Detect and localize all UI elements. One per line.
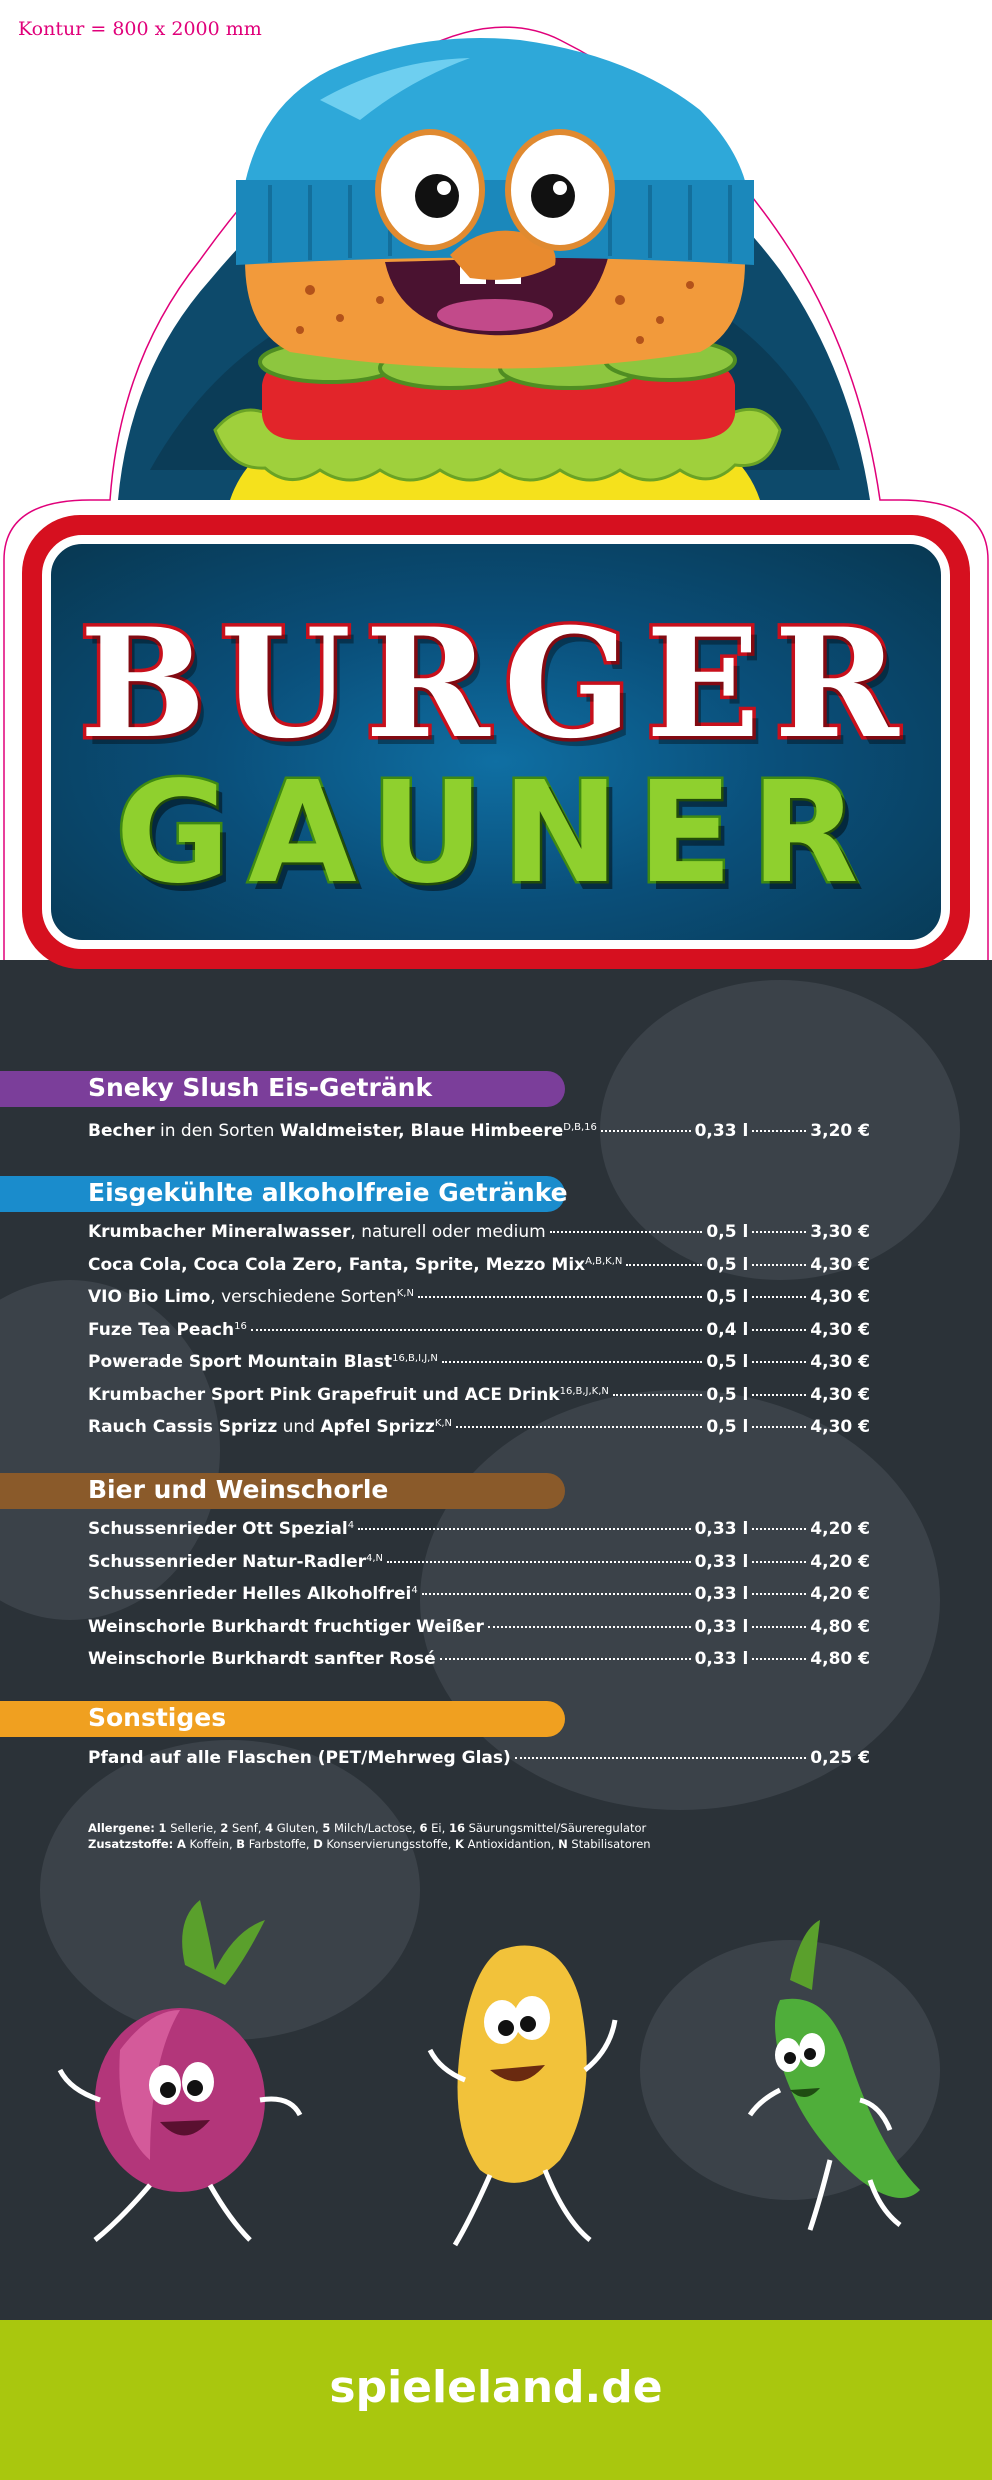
section-title: Sneky Slush Eis-Getränk — [88, 1073, 433, 1102]
menu-item-row — [88, 1519, 870, 1552]
section-title: Bier und Weinschorle — [88, 1475, 389, 1504]
characters-illustration — [0, 1900, 992, 2320]
menu-item-volume: 0,5 l — [706, 1222, 749, 1242]
footnotes — [88, 1820, 651, 1852]
item-text: Weinschorle Burkhardt fruchtiger Weißer — [88, 1616, 484, 1637]
item-text: , verschiedene Sorten — [210, 1287, 397, 1307]
item-text: in den Sorten — [154, 1121, 280, 1141]
dot-leader — [550, 1231, 703, 1233]
item-text: Krumbacher Mineralwasser — [88, 1222, 351, 1242]
menu-item-volume: 0,5 l — [706, 1287, 749, 1307]
dot-leader — [752, 1626, 806, 1628]
item-text: Antioxidantion, — [463, 1837, 559, 1851]
menu-item-price: 4,30 € — [810, 1417, 870, 1437]
contour-note: Kontur = 800 x 2000 mm — [18, 18, 262, 40]
allergen-superscript: 16,B,I,J,N — [392, 1353, 438, 1364]
item-text: Koffein, — [185, 1837, 237, 1851]
item-text: Konservierungsstoffe, — [322, 1837, 456, 1851]
menu-item-row — [88, 1584, 870, 1617]
allergen-superscript: 16,B,J,K,N — [559, 1385, 609, 1397]
menu-item-price: 0,25 € — [810, 1748, 870, 1768]
item-text: B — [236, 1837, 246, 1851]
additives-line — [88, 1836, 651, 1852]
dot-leader — [422, 1593, 691, 1595]
footer — [0, 2320, 992, 2480]
footer-website: spieleland.de — [329, 2362, 663, 2413]
item-text: Farbstoffe, — [245, 1837, 314, 1851]
item-text: Schussenrieder Ott Spezial — [88, 1519, 348, 1539]
dot-leader — [440, 1658, 691, 1660]
allergen-superscript: K,N — [434, 1418, 453, 1429]
dot-leader — [488, 1626, 691, 1628]
section-rows-softdrinks — [88, 1222, 870, 1450]
dot-leader — [752, 1130, 806, 1132]
menu-item-price: 3,20 € — [810, 1121, 870, 1141]
item-text: und — [277, 1417, 321, 1437]
section-header-softdrinks — [0, 1176, 568, 1212]
menu-item-name — [88, 1352, 438, 1372]
section-header-misc — [0, 1701, 565, 1737]
dot-leader — [752, 1426, 806, 1428]
menu-item-row — [88, 1287, 870, 1320]
dot-leader — [752, 1264, 806, 1266]
item-text: Coca Cola, Coca Cola Zero, Fanta, Sprite, Mezzo Mix — [88, 1254, 586, 1275]
item-text: Pfand auf alle Flaschen (PET/Mehrweg Glas) — [88, 1748, 511, 1768]
dot-leader — [626, 1264, 702, 1266]
menu-item-name — [88, 1649, 436, 1669]
item-text: 16 — [448, 1821, 465, 1835]
item-text: Fuze Tea Peach — [88, 1319, 235, 1340]
dot-leader — [456, 1426, 702, 1428]
allergen-superscript: A,B,K,N — [585, 1255, 623, 1267]
item-text: 1 — [158, 1821, 167, 1835]
menu-item-price: 4,30 € — [810, 1352, 870, 1372]
menu-item-name — [88, 1222, 546, 1242]
menu-item-row — [88, 1649, 870, 1682]
menu-item-price: 4,30 € — [810, 1287, 870, 1307]
menu-item-price: 4,30 € — [810, 1319, 870, 1340]
dot-leader — [515, 1757, 807, 1759]
dot-leader — [251, 1329, 703, 1331]
dot-leader — [752, 1528, 806, 1530]
item-text: Senf, — [228, 1821, 266, 1835]
menu-item-name — [88, 1385, 609, 1405]
item-text: Becher — [88, 1121, 155, 1141]
allergen-superscript: D,B,16 — [563, 1122, 597, 1133]
menu-item-price: 4,30 € — [810, 1384, 870, 1405]
dot-leader — [752, 1231, 806, 1233]
menu-item-volume: 0,5 l — [706, 1384, 749, 1405]
menu-item-price: 4,20 € — [810, 1551, 870, 1572]
onion-character-icon — [60, 1900, 300, 2240]
menu-item-volume: 0,4 l — [706, 1319, 749, 1340]
item-text: VIO Bio Limo — [88, 1287, 211, 1307]
menu-item-row — [88, 1417, 870, 1450]
allergen-superscript: K,N — [396, 1288, 414, 1299]
menu-item-name — [88, 1417, 452, 1437]
item-text: D — [313, 1837, 323, 1851]
item-text: Schussenrieder Helles Alkoholfrei — [88, 1584, 412, 1604]
item-text: Weinschorle Burkhardt sanfter Rosé — [88, 1649, 436, 1669]
menu-item-row — [88, 1255, 870, 1288]
allergens-text — [159, 1821, 647, 1835]
menu-item-price: 4,80 € — [810, 1616, 870, 1637]
dot-leader — [752, 1394, 806, 1396]
item-text: Gluten, — [273, 1821, 323, 1835]
menu-item-row — [88, 1320, 870, 1353]
item-text: N — [558, 1837, 568, 1851]
logo-gauner-word: GAUNER — [115, 752, 877, 915]
cucumber-character-icon — [750, 1920, 920, 2230]
menu-item-volume: 0,5 l — [706, 1352, 749, 1372]
menu-item-row — [88, 1748, 870, 1781]
item-text: Apfel Sprizz — [320, 1417, 435, 1437]
section-header-beer — [0, 1473, 565, 1509]
dot-leader — [358, 1528, 690, 1530]
item-text: Powerade Sport Mountain Blast — [88, 1352, 393, 1372]
additives-text — [177, 1837, 651, 1851]
dot-leader — [752, 1361, 806, 1363]
item-text: 2 — [220, 1821, 229, 1835]
dot-leader — [418, 1296, 702, 1298]
dot-leader — [601, 1130, 691, 1132]
section-title: Eisgekühlte alkoholfreie Getränke — [88, 1178, 568, 1207]
menu-item-name — [88, 1584, 418, 1604]
menu-item-name — [88, 1748, 511, 1768]
allergen-superscript: 16 — [234, 1320, 247, 1332]
menu-item-row — [88, 1617, 870, 1650]
menu-item-volume: 0,33 l — [694, 1649, 749, 1669]
dot-leader — [752, 1561, 806, 1563]
menu-item-name — [88, 1121, 597, 1141]
menu-item-name — [88, 1519, 354, 1539]
section-rows-beer — [88, 1519, 870, 1682]
item-text: Milch/Lactose, — [330, 1821, 420, 1835]
item-text: 6 — [419, 1821, 428, 1835]
dot-leader — [752, 1658, 806, 1660]
dot-leader — [752, 1329, 806, 1331]
item-text: , naturell oder medium — [350, 1222, 546, 1242]
dot-leader — [442, 1361, 703, 1363]
dot-leader — [387, 1561, 691, 1563]
item-text: Schussenrieder Natur-Radler — [88, 1551, 366, 1572]
allergen-superscript: 4 — [411, 1585, 418, 1596]
allergen-superscript: 4,N — [365, 1552, 384, 1564]
menu-item-row — [88, 1121, 870, 1154]
item-text: Krumbacher Sport Pink Grapefruit und ACE Drink — [88, 1384, 560, 1405]
allergen-superscript: 4 — [347, 1520, 355, 1531]
section-title: Sonstiges — [88, 1703, 227, 1732]
potato-character-icon — [430, 1946, 615, 2245]
allergens-line — [88, 1820, 651, 1836]
menu-item-volume: 0,33 l — [694, 1584, 749, 1604]
item-text: A — [176, 1837, 186, 1851]
menu-item-price: 4,30 € — [810, 1254, 870, 1275]
section-header-slush — [0, 1071, 565, 1107]
menu-item-name — [88, 1320, 247, 1340]
menu-item-row — [88, 1385, 870, 1418]
section-rows-misc — [88, 1748, 870, 1781]
item-text: Stabilisatoren — [567, 1837, 651, 1851]
menu-item-name — [88, 1255, 622, 1275]
logo-burger-word: BURGER — [79, 596, 913, 772]
menu-item-price: 4,80 € — [810, 1649, 870, 1669]
dot-leader — [613, 1394, 703, 1396]
menu-item-price: 3,30 € — [810, 1222, 870, 1242]
menu-item-row — [88, 1222, 870, 1255]
logo-panel — [22, 515, 970, 969]
item-text: Rauch Cassis Sprizz — [88, 1417, 278, 1437]
dot-leader — [752, 1593, 806, 1595]
item-text: K — [455, 1837, 464, 1851]
menu-item-name — [88, 1287, 414, 1307]
dot-leader — [752, 1296, 806, 1298]
item-text: Waldmeister, Blaue Himbeere — [279, 1121, 564, 1141]
menu-item-name — [88, 1552, 383, 1572]
additives-label: Zusatzstoffe: — [88, 1837, 174, 1851]
menu-item-volume: 0,33 l — [694, 1519, 749, 1539]
item-text: Sellerie, — [166, 1821, 221, 1835]
logo-inner — [42, 535, 950, 949]
menu-item-price: 4,20 € — [810, 1584, 870, 1604]
item-text: 5 — [322, 1821, 331, 1835]
menu-item-volume: 0,33 l — [694, 1551, 749, 1572]
menu-item-volume: 0,5 l — [706, 1254, 749, 1275]
menu-item-volume: 0,33 l — [694, 1616, 749, 1637]
item-text: Säurungsmittel/Säureregulator — [464, 1821, 647, 1835]
menu-item-volume: 0,5 l — [706, 1417, 749, 1437]
allergens-label: Allergene: — [88, 1821, 155, 1835]
menu-item-row — [88, 1552, 870, 1585]
item-text: Ei, — [427, 1821, 449, 1835]
menu-item-name — [88, 1617, 484, 1637]
menu-item-price: 4,20 € — [810, 1519, 870, 1539]
menu-item-volume: 0,33 l — [694, 1121, 749, 1141]
menu-item-row — [88, 1352, 870, 1385]
item-text: 4 — [265, 1821, 274, 1835]
section-rows-slush — [88, 1121, 870, 1154]
